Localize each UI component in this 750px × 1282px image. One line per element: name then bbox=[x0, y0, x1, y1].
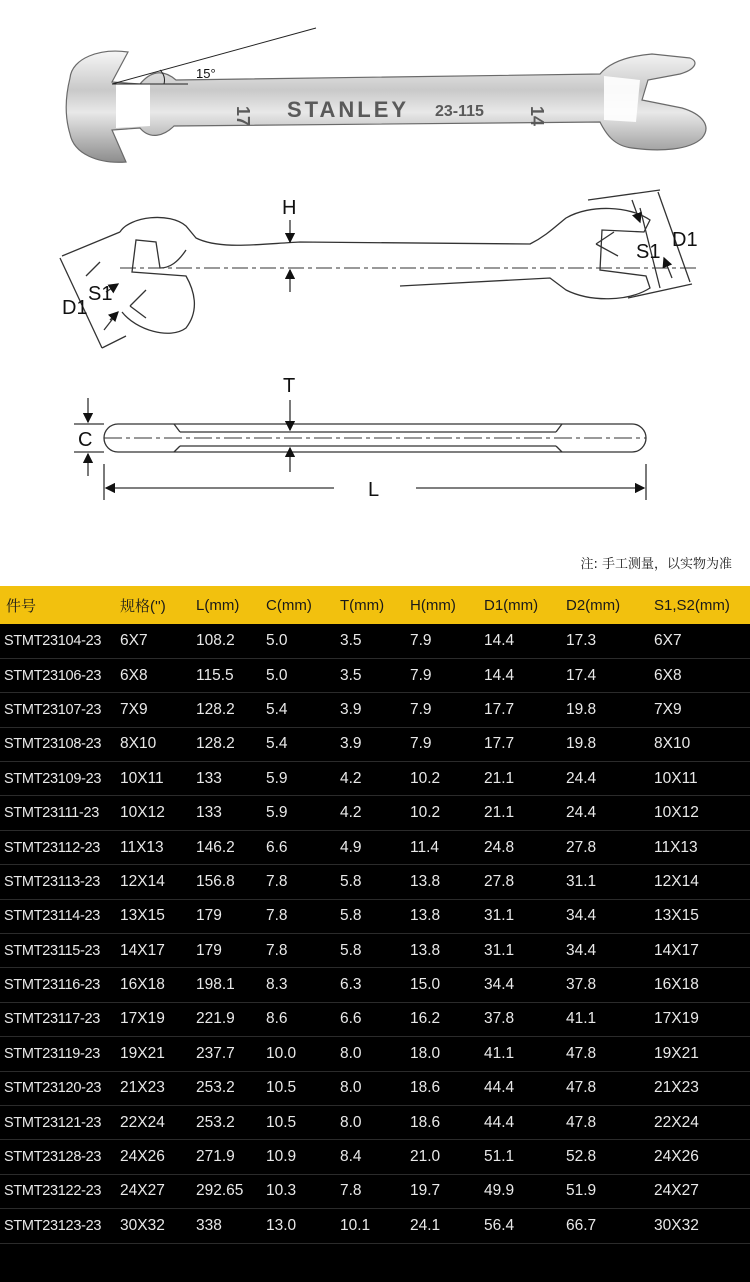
table-cell: 13.8 bbox=[410, 907, 441, 925]
table-cell: 4.2 bbox=[340, 769, 362, 787]
table-cell: 19X21 bbox=[654, 1044, 699, 1062]
table-cell: 10.2 bbox=[410, 769, 441, 787]
table-cell: 10X11 bbox=[654, 769, 698, 787]
header-part-number: 件号 bbox=[6, 597, 37, 615]
table-cell: 7.8 bbox=[266, 941, 288, 959]
table-cell: 17X19 bbox=[120, 1010, 165, 1028]
table-cell: 24X26 bbox=[120, 1148, 165, 1166]
table-cell: 47.8 bbox=[566, 1113, 597, 1131]
table-cell: 31.1 bbox=[484, 941, 515, 959]
table-cell: 13X15 bbox=[120, 907, 165, 925]
table-cell: 14X17 bbox=[120, 941, 165, 959]
table-cell: 12X14 bbox=[120, 872, 165, 890]
table-cell: 21.0 bbox=[410, 1148, 441, 1166]
table-cell: STMT23108-23 bbox=[4, 736, 102, 753]
table-cell: STMT23119-23 bbox=[4, 1045, 101, 1062]
table-cell: 52.8 bbox=[566, 1148, 597, 1166]
table-cell: 10.1 bbox=[340, 1216, 371, 1234]
table-cell: 6X7 bbox=[654, 631, 682, 649]
table-cell: 5.0 bbox=[266, 631, 288, 649]
table-cell: 22X24 bbox=[654, 1113, 699, 1131]
table-cell: 6X7 bbox=[120, 631, 148, 649]
table-row bbox=[0, 1071, 750, 1105]
table-cell: 17.4 bbox=[566, 666, 597, 684]
table-cell: 21.1 bbox=[484, 769, 515, 787]
table-cell: 10.5 bbox=[266, 1113, 297, 1131]
table-cell: 13.8 bbox=[410, 872, 441, 890]
label-H: H bbox=[282, 197, 297, 219]
table-row bbox=[0, 1174, 750, 1208]
header-d2: D2(mm) bbox=[566, 596, 621, 614]
table-cell: 41.1 bbox=[566, 1010, 597, 1028]
angle-label: 15° bbox=[196, 66, 216, 81]
table-cell: 179 bbox=[196, 941, 222, 959]
table-cell: 19.7 bbox=[410, 1182, 441, 1200]
table-cell: 19.8 bbox=[566, 735, 597, 753]
table-cell: STMT23128-23 bbox=[4, 1149, 102, 1166]
table-cell: 5.9 bbox=[266, 804, 288, 822]
table-cell: 17.7 bbox=[484, 700, 515, 718]
table-cell: 10.2 bbox=[410, 804, 441, 822]
table-row bbox=[0, 1140, 750, 1174]
table-cell: 5.8 bbox=[340, 941, 362, 959]
table-cell: 10X12 bbox=[654, 804, 699, 822]
header-d1: D1(mm) bbox=[484, 596, 539, 614]
spec-table bbox=[0, 586, 750, 1244]
table-cell: 6X8 bbox=[120, 666, 148, 684]
table-cell: 11.4 bbox=[410, 838, 440, 856]
table-cell: 5.8 bbox=[340, 907, 362, 925]
table-cell: 128.2 bbox=[196, 700, 235, 718]
header-h: H(mm) bbox=[410, 596, 456, 614]
table-cell: 10.5 bbox=[266, 1079, 297, 1097]
measurement-note: 注: 手工测量，以实物为准 bbox=[580, 557, 732, 572]
table-cell: 47.8 bbox=[566, 1044, 597, 1062]
table-cell: STMT23123-23 bbox=[4, 1217, 102, 1234]
table-row bbox=[0, 830, 750, 864]
table-cell: 24.8 bbox=[484, 838, 515, 856]
spec-table-container bbox=[0, 586, 750, 1282]
table-cell: 16X18 bbox=[654, 976, 699, 994]
table-cell: STMT23116-23 bbox=[4, 977, 101, 994]
table-cell: 56.4 bbox=[484, 1216, 515, 1234]
table-row bbox=[0, 1209, 750, 1243]
table-cell: 7.8 bbox=[266, 872, 288, 890]
table-cell: 66.7 bbox=[566, 1216, 597, 1234]
table-cell: 34.4 bbox=[484, 976, 515, 994]
table-cell: 13X15 bbox=[654, 907, 699, 925]
table-cell: 37.8 bbox=[484, 1010, 515, 1028]
label-T: T bbox=[283, 375, 296, 397]
table-cell: 133 bbox=[196, 769, 222, 787]
table-cell: 179 bbox=[196, 907, 222, 925]
table-cell: STMT23121-23 bbox=[4, 1114, 102, 1131]
table-row bbox=[0, 727, 750, 761]
table-cell: 8.6 bbox=[266, 1010, 288, 1028]
table-cell: 10.3 bbox=[266, 1182, 297, 1200]
header-s1-s2: S1,S2(mm) bbox=[654, 596, 730, 614]
table-cell: 6.6 bbox=[340, 1010, 362, 1028]
table-cell: 10X11 bbox=[120, 769, 164, 787]
table-cell: 44.4 bbox=[484, 1079, 515, 1097]
table-cell: 237.7 bbox=[196, 1044, 235, 1062]
table-cell: 51.9 bbox=[566, 1182, 597, 1200]
table-cell: 19.8 bbox=[566, 700, 597, 718]
table-cell: 34.4 bbox=[566, 941, 597, 959]
table-cell: STMT23112-23 bbox=[4, 839, 101, 856]
table-cell: 18.6 bbox=[410, 1113, 441, 1131]
table-row bbox=[0, 1037, 750, 1071]
table-cell: 7.9 bbox=[410, 631, 432, 649]
table-cell: 7.8 bbox=[266, 907, 288, 925]
label-C: C bbox=[78, 429, 93, 451]
table-cell: 41.1 bbox=[484, 1044, 515, 1062]
header-c: C(mm) bbox=[266, 596, 312, 614]
table-cell: 8X10 bbox=[654, 735, 691, 753]
table-cell: 24X27 bbox=[120, 1182, 165, 1200]
table-cell: 10.9 bbox=[266, 1148, 297, 1166]
table-cell: 7.9 bbox=[410, 735, 432, 753]
table-cell: 16X18 bbox=[120, 976, 165, 994]
table-cell: 31.1 bbox=[566, 872, 597, 890]
table-cell: STMT23115-23 bbox=[4, 942, 101, 959]
table-row bbox=[0, 1105, 750, 1139]
table-cell: 253.2 bbox=[196, 1113, 235, 1131]
table-cell: 18.6 bbox=[410, 1079, 441, 1097]
table-row bbox=[0, 796, 750, 830]
table-cell: 156.8 bbox=[196, 872, 235, 890]
table-row bbox=[0, 1002, 750, 1036]
table-cell: 133 bbox=[196, 804, 222, 822]
table-cell: 37.8 bbox=[566, 976, 597, 994]
header-spec: 规格('') bbox=[120, 597, 166, 615]
table-row bbox=[0, 762, 750, 796]
table-cell: 44.4 bbox=[484, 1113, 515, 1131]
table-cell: 8.0 bbox=[340, 1113, 362, 1131]
table-cell: 34.4 bbox=[566, 907, 597, 925]
table-cell: 338 bbox=[196, 1216, 222, 1234]
label-D1-left: D1 bbox=[62, 297, 88, 319]
table-cell: 16.2 bbox=[410, 1010, 441, 1028]
table-cell: 5.9 bbox=[266, 769, 288, 787]
table-cell: 3.9 bbox=[340, 700, 362, 718]
table-cell: 47.8 bbox=[566, 1079, 597, 1097]
table-cell: 27.8 bbox=[566, 838, 597, 856]
table-cell: 8.4 bbox=[340, 1148, 362, 1166]
table-cell: 128.2 bbox=[196, 735, 235, 753]
table-cell: 14.4 bbox=[484, 666, 515, 684]
table-cell: 108.2 bbox=[196, 631, 235, 649]
wrench-diagram bbox=[0, 0, 750, 545]
table-row bbox=[0, 899, 750, 933]
table-cell: 10X12 bbox=[120, 804, 165, 822]
table-cell: 8.0 bbox=[340, 1079, 362, 1097]
table-cell: 19X21 bbox=[120, 1044, 165, 1062]
table-cell: 5.4 bbox=[266, 700, 288, 718]
table-cell: STMT23114-23 bbox=[4, 908, 101, 925]
table-cell: 5.4 bbox=[266, 735, 288, 753]
table-cell: 5.0 bbox=[266, 666, 288, 684]
table-cell: STMT23106-23 bbox=[4, 667, 102, 684]
table-cell: 12X14 bbox=[654, 872, 699, 890]
wrench-top-view bbox=[60, 190, 700, 348]
table-cell: 8.3 bbox=[266, 976, 288, 994]
table-row bbox=[0, 693, 750, 727]
table-cell: 21X23 bbox=[654, 1079, 699, 1097]
table-cell: 24.4 bbox=[566, 804, 597, 822]
table-cell: 13.8 bbox=[410, 941, 441, 959]
table-cell: 292.65 bbox=[196, 1182, 244, 1200]
label-S1-right: S1 bbox=[636, 241, 661, 263]
table-row bbox=[0, 624, 750, 658]
table-row bbox=[0, 968, 750, 1002]
table-cell: 3.5 bbox=[340, 666, 362, 684]
wrench-photo bbox=[66, 28, 706, 162]
table-cell: STMT23111-23 bbox=[4, 805, 99, 822]
table-cell: STMT23107-23 bbox=[4, 701, 102, 718]
label-L: L bbox=[368, 479, 380, 501]
table-cell: 7X9 bbox=[654, 700, 682, 718]
table-cell: 198.1 bbox=[196, 976, 235, 994]
label-S1-left: S1 bbox=[88, 283, 113, 305]
table-cell: 7.8 bbox=[340, 1182, 362, 1200]
table-cell: 10.0 bbox=[266, 1044, 297, 1062]
table-cell: 146.2 bbox=[196, 838, 235, 856]
table-cell: 8.0 bbox=[340, 1044, 362, 1062]
table-cell: 6.3 bbox=[340, 976, 362, 994]
table-cell: 14X17 bbox=[654, 941, 699, 959]
table-cell: 7.9 bbox=[410, 666, 432, 684]
table-cell: 13.0 bbox=[266, 1216, 297, 1234]
table-cell: 21X23 bbox=[120, 1079, 165, 1097]
table-cell: 15.0 bbox=[410, 976, 441, 994]
table-cell: STMT23104-23 bbox=[4, 632, 102, 649]
table-row bbox=[0, 865, 750, 899]
table-cell: 30X32 bbox=[654, 1216, 699, 1234]
table-cell: 14.4 bbox=[484, 631, 515, 649]
header-length: L(mm) bbox=[196, 596, 240, 614]
table-cell: 4.2 bbox=[340, 804, 362, 822]
table-cell: 24.1 bbox=[410, 1216, 441, 1234]
table-cell: 7.9 bbox=[410, 700, 432, 718]
table-cell: 17.7 bbox=[484, 735, 515, 753]
table-cell: 3.9 bbox=[340, 735, 362, 753]
table-cell: 31.1 bbox=[484, 907, 515, 925]
table-cell: 115.5 bbox=[196, 666, 234, 684]
table-cell: 24X27 bbox=[654, 1182, 699, 1200]
table-cell: 221.9 bbox=[196, 1010, 235, 1028]
table-cell: 21.1 bbox=[484, 804, 515, 822]
table-cell: 22X24 bbox=[120, 1113, 165, 1131]
table-cell: 271.9 bbox=[196, 1148, 235, 1166]
table-cell: 27.8 bbox=[484, 872, 515, 890]
wrench-brand-text: STANLEY bbox=[287, 97, 410, 122]
table-cell: 24X26 bbox=[654, 1148, 699, 1166]
table-cell: 18.0 bbox=[410, 1044, 441, 1062]
header-t: T(mm) bbox=[340, 596, 385, 614]
table-cell: STMT23113-23 bbox=[4, 873, 101, 890]
table-cell: STMT23120-23 bbox=[4, 1080, 102, 1097]
wrench-size-right: 14 bbox=[527, 106, 547, 127]
table-body bbox=[0, 624, 750, 1243]
wrench-size-left: 17 bbox=[233, 106, 253, 127]
wrench-side-view bbox=[74, 398, 646, 500]
table-cell: 49.9 bbox=[484, 1182, 515, 1200]
table-cell: 51.1 bbox=[484, 1148, 515, 1166]
table-cell: STMT23117-23 bbox=[4, 1011, 101, 1028]
table-cell: 11X13 bbox=[654, 838, 698, 856]
table-cell: STMT23122-23 bbox=[4, 1183, 102, 1200]
table-cell: 4.9 bbox=[340, 838, 362, 856]
table-cell: 6.6 bbox=[266, 838, 288, 856]
table-row bbox=[0, 658, 750, 692]
label-D1-right: D1 bbox=[672, 229, 698, 251]
table-cell: 6X8 bbox=[654, 666, 682, 684]
table-cell: 11X13 bbox=[120, 838, 164, 856]
table-cell: 17.3 bbox=[566, 631, 597, 649]
table-cell: 17X19 bbox=[654, 1010, 699, 1028]
table-cell: 24.4 bbox=[566, 769, 597, 787]
table-cell: STMT23109-23 bbox=[4, 770, 102, 787]
table-header-row bbox=[0, 586, 750, 624]
table-cell: 7X9 bbox=[120, 700, 148, 718]
table-cell: 253.2 bbox=[196, 1079, 235, 1097]
table-row bbox=[0, 934, 750, 968]
table-cell: 3.5 bbox=[340, 631, 362, 649]
wrench-model-stamp: 23-115 bbox=[435, 103, 484, 120]
table-cell: 8X10 bbox=[120, 735, 157, 753]
table-cell: 30X32 bbox=[120, 1216, 165, 1234]
table-cell: 5.8 bbox=[340, 872, 362, 890]
